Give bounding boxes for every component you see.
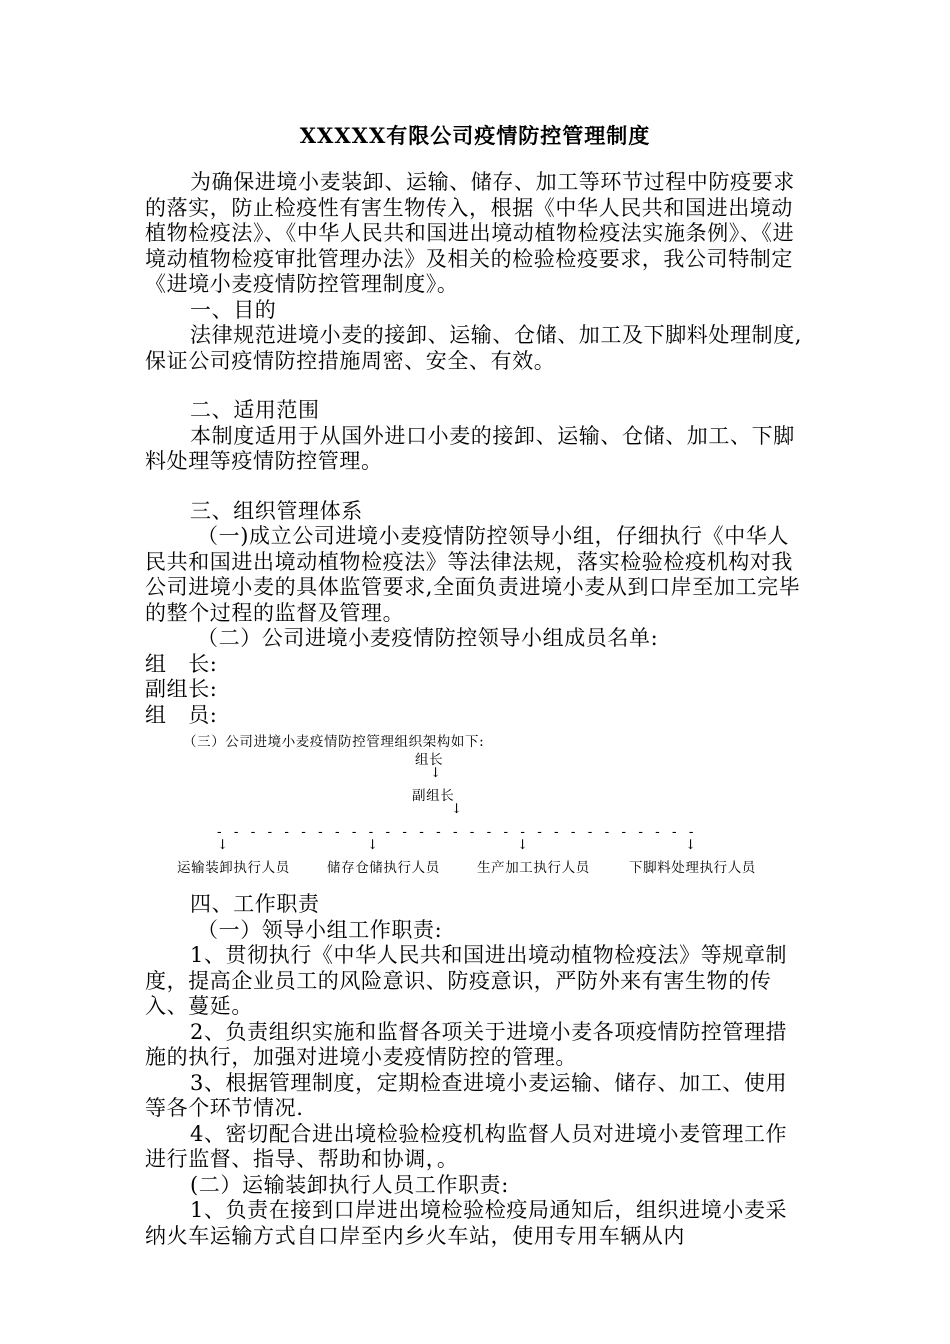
member-staff: 组 员: bbox=[145, 702, 218, 727]
org-node-processing: 生产加工执行人员 bbox=[477, 860, 590, 876]
intro-paragraph: 为确保进境小麦装卸、运输、储存、加工等环节过程中防疫要求的落实，防止检疫性有害生物传入，根据《中华人民共和国进出境动植物检疫法》、《中华人民共和国进出境动植物检疫法实施条例》、《进境动植物检疫审批管理办法》及相关的检验检疫要求，我公司特制定《进境小麦疫情防控管理制度》。 bbox=[145, 170, 795, 296]
org-chart bbox=[145, 728, 805, 878]
down-arrow-icon: ↓ bbox=[217, 837, 229, 853]
down-arrow-icon: ↓ bbox=[367, 837, 379, 853]
section-4-heading: 四、工作职责 bbox=[190, 892, 320, 916]
section-3-paragraph-2: （二）公司进境小麦疫情防控领导小组成员名单: bbox=[197, 626, 659, 650]
down-arrow-icon: ↓ bbox=[430, 765, 442, 781]
org-branch-dashed-line: - - - - - - - - - - - - - - - - - - - - - - - - - - - - - bbox=[217, 824, 698, 840]
org-node-transport: 运输装卸执行人员 bbox=[177, 860, 290, 876]
transport-duty-item-1: 1、负责在接到口岸进出境检验检疫局通知后，组织进境小麦采纳火车运输方式自口岸至内乡火车站，使用专用车辆从内 bbox=[145, 1198, 788, 1248]
duty-item-3: 3、根据管理制度，定期检查进境小麦运输、储存、加工、使用等各个环节情况. bbox=[145, 1070, 788, 1120]
org-node-waste: 下脚料处理执行人员 bbox=[629, 860, 756, 876]
duty-item-1: 1、贯彻执行《中华人民共和国进出境动植物检疫法》等规章制度，提高企业员工的风险意识、防疫意识，严防外来有害生物的传入、蔓延。 bbox=[145, 943, 788, 1018]
section-2-heading: 二、适用范围 bbox=[190, 398, 320, 422]
section-4-sub-2: (二）运输装卸执行人员工作职责: bbox=[190, 1172, 509, 1197]
down-arrow-icon: ↓ bbox=[517, 837, 529, 853]
spacer bbox=[145, 374, 805, 398]
down-arrow-icon: ↓ bbox=[451, 801, 463, 817]
section-2-text: 本制度适用于从国外进口小麦的接卸、运输、仓储、加工、下脚料处理等疫情防控管理。 bbox=[145, 423, 795, 473]
document-body bbox=[145, 170, 805, 1249]
org-chart-caption: （三）公司进境小麦疫情防控管理组织架构如下: bbox=[183, 734, 485, 750]
org-node-leader: 组长 bbox=[415, 752, 444, 768]
spacer bbox=[145, 475, 805, 499]
member-leader: 组 长: bbox=[145, 651, 218, 676]
section-3-paragraph-1: （一)成立公司进境小麦疫情防控领导小组，仔细执行《中华人民共和国进出境动植物检疫法》等法律法规，落实检验检疫机构对我公司进境小麦的具体监管要求,全面负责进境小麦从到口岸至加工完毕的整个过程的监督及管理。 bbox=[145, 524, 801, 625]
document-title: XXXXX有限公司疫情防控管理制度 bbox=[299, 123, 651, 148]
section-4-sub-1: （一）领导小组工作职责: bbox=[197, 917, 443, 942]
down-arrow-icon: ↓ bbox=[685, 837, 697, 853]
org-node-deputy-leader: 副组长 bbox=[412, 788, 455, 804]
duty-item-4: 4、密切配合进出境检验检疫机构监督人员对进境小麦管理工作进行监督、指导、帮助和协调，。 bbox=[145, 1121, 788, 1171]
org-node-storage: 储存仓储执行人员 bbox=[327, 860, 440, 876]
member-deputy-leader: 副组长: bbox=[145, 677, 218, 701]
duty-item-2: 2、负责组织实施和监督各项关于进境小麦各项疫情防控管理措施的执行，加强对进境小麦疫情防控的管理。 bbox=[145, 1019, 788, 1069]
section-1-text: 法律规范进境小麦的接卸、运输、仓储、加工及下脚料处理制度,保证公司疫情防控措施周密、安全、有效。 bbox=[145, 323, 803, 373]
section-1-heading: 一、目的 bbox=[190, 297, 277, 322]
section-3-heading: 三、组织管理体系 bbox=[190, 498, 363, 523]
